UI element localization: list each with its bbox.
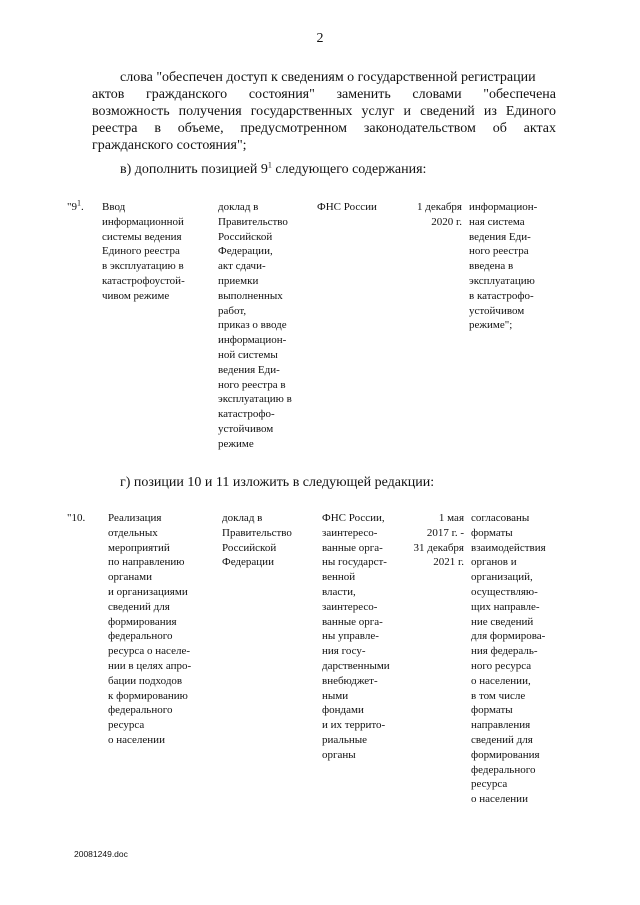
cell-line: ресурса xyxy=(471,778,508,791)
row-number-sup: 1 xyxy=(77,198,81,208)
heading-v-sup: 1 xyxy=(267,160,272,170)
cell-line: осуществляю- xyxy=(471,585,538,598)
cell-line: органов и xyxy=(471,556,517,569)
cell-line: введена в xyxy=(469,260,514,273)
cell-line: устойчивом xyxy=(469,304,525,317)
cell-line: в том числе xyxy=(471,689,526,702)
cell-line: органы xyxy=(322,748,356,761)
cell-line: органами xyxy=(108,571,153,584)
cell-line: форматы xyxy=(471,704,513,717)
cell-line: 31 декабря xyxy=(413,541,464,554)
deadline-cell xyxy=(398,200,462,230)
result-cell xyxy=(469,200,537,333)
intro-line: реестра в объеме, предусмотренном законодательством об актах xyxy=(92,121,556,136)
cell-line: в эксплуатацию в xyxy=(102,260,184,273)
cell-line: катастрофо- xyxy=(218,408,275,421)
measure-cell xyxy=(102,200,185,304)
cell-line: 1 мая xyxy=(438,512,464,524)
heading-v-text: в) дополнить позицией 9 xyxy=(120,162,268,177)
cell-line: Федерации, xyxy=(218,245,273,258)
cell-line: системы ведения xyxy=(102,230,182,243)
cell-line: ние сведений xyxy=(471,615,534,628)
responsible-cell xyxy=(322,511,390,763)
cell-line: власти, xyxy=(322,585,356,598)
cell-line: режиме"; xyxy=(469,319,513,332)
cell-line: эксплуатацию xyxy=(469,274,535,287)
cell-line: ного реестра xyxy=(469,245,529,258)
document-cell xyxy=(218,200,292,452)
cell-line: нии в целях апро- xyxy=(108,659,192,672)
cell-line: щих направле- xyxy=(471,600,540,613)
cell-line: выполненных xyxy=(218,289,283,302)
cell-line: и организациями xyxy=(108,585,188,598)
cell-line: Реализация xyxy=(108,512,162,524)
cell-line: доклад в xyxy=(218,201,259,213)
cell-line: ресурса о населе- xyxy=(108,645,190,658)
cell-line: информационной xyxy=(102,215,184,228)
cell-line: ного реестра в xyxy=(218,378,286,391)
cell-line: формирования xyxy=(108,615,177,628)
cell-line: ны государст- xyxy=(322,556,387,569)
heading-v xyxy=(120,162,426,178)
intro-line: гражданского состояния"; xyxy=(92,138,247,153)
cell-line: ФНС России xyxy=(317,201,377,213)
cell-line: федерального xyxy=(471,763,536,776)
intro-line: возможность получения государственных услуг и сведений из Единого xyxy=(92,104,556,119)
cell-line: сведений для xyxy=(108,600,170,613)
cell-line: эксплуатацию в xyxy=(218,393,292,406)
page-number: 2 xyxy=(316,31,324,46)
deadline-cell xyxy=(400,511,464,570)
cell-line: ны управле- xyxy=(322,630,379,643)
cell-line: в катастрофо- xyxy=(469,289,534,302)
cell-line: Ввод xyxy=(102,201,126,213)
responsible-cell xyxy=(317,200,377,215)
cell-line: бации подходов xyxy=(108,674,183,687)
cell-line: ния госу- xyxy=(322,645,366,658)
cell-line: заинтересо- xyxy=(322,600,378,613)
cell-line: ванные орга- xyxy=(322,541,383,554)
cell-line: Правительство xyxy=(218,215,288,228)
cell-line: акт сдачи- xyxy=(218,260,266,273)
cell-line: форматы xyxy=(471,526,513,539)
document-cell xyxy=(222,511,292,570)
row-number-text: "9 xyxy=(67,201,77,213)
cell-line: дарственными xyxy=(322,659,390,672)
intro-line: слова "обеспечен доступ к сведениям о государственной регистрации xyxy=(120,70,536,85)
cell-line: по направлению xyxy=(108,556,185,569)
cell-line: к формированию xyxy=(108,689,188,702)
cell-line: о населении xyxy=(471,793,528,806)
row-number xyxy=(67,511,85,526)
cell-line: сведений для xyxy=(471,733,533,746)
cell-line: и их террито- xyxy=(322,719,386,732)
cell-line: Федерации xyxy=(222,556,274,569)
cell-line: о населении, xyxy=(471,674,531,687)
intro-line: актов гражданского состояния" заменить словами "обеспечена xyxy=(92,87,556,102)
cell-line: фондами xyxy=(322,704,364,717)
cell-line: катастрофоустой- xyxy=(102,274,185,287)
heading-g: г) позиции 10 и 11 изложить в следующей редакции: xyxy=(120,475,435,490)
cell-line: приказ о вводе xyxy=(218,319,287,332)
cell-line: информацион- xyxy=(469,201,538,213)
cell-line: венной xyxy=(322,571,356,584)
cell-line: 2017 г. - xyxy=(426,526,464,539)
row-number-tail: . xyxy=(81,201,84,213)
intro-paragraph xyxy=(92,69,556,154)
cell-line: Российской xyxy=(222,541,277,554)
row-number-text: "10. xyxy=(67,512,86,524)
heading-v-tail: следующего содержания: xyxy=(271,162,427,177)
cell-line: отдельных xyxy=(108,526,158,539)
cell-line: внебюджет- xyxy=(322,674,378,687)
cell-line: направления xyxy=(471,719,531,732)
row-number xyxy=(67,200,84,215)
cell-line: ного ресурса xyxy=(471,659,532,672)
cell-line: мероприятий xyxy=(108,541,170,554)
cell-line: заинтересо- xyxy=(322,526,378,539)
cell-line: для формирова- xyxy=(471,630,546,643)
cell-line: Российской xyxy=(218,230,273,243)
cell-line: взаимодействия xyxy=(471,541,546,554)
cell-line: ния федераль- xyxy=(471,645,538,658)
cell-line: ресурса xyxy=(108,719,145,732)
cell-line: работ, xyxy=(218,304,247,317)
cell-line: согласованы xyxy=(471,512,530,524)
cell-line: ванные орга- xyxy=(322,615,383,628)
cell-line: Правительство xyxy=(222,526,292,539)
file-name-footer: 20081249.doc xyxy=(74,849,128,859)
cell-line: 1 декабря xyxy=(417,201,462,213)
measure-cell xyxy=(108,511,191,748)
cell-line: федерального xyxy=(108,704,173,717)
result-cell xyxy=(471,511,546,807)
cell-line: о населении xyxy=(108,733,165,746)
cell-line: ведения Еди- xyxy=(469,230,531,243)
cell-line: приемки xyxy=(218,274,259,287)
cell-line: 2020 г. xyxy=(431,215,462,228)
cell-line: организаций, xyxy=(471,571,533,584)
cell-line: режиме xyxy=(218,437,254,450)
cell-line: 2021 г. xyxy=(433,556,464,569)
cell-line: ной системы xyxy=(218,348,278,361)
cell-line: ведения Еди- xyxy=(218,363,280,376)
cell-line: Единого реестра xyxy=(102,245,180,258)
cell-line: доклад в xyxy=(222,512,263,524)
cell-line: ФНС России, xyxy=(322,512,385,524)
cell-line: ная система xyxy=(469,215,525,228)
cell-line: формирования xyxy=(471,748,540,761)
cell-line: чивом режиме xyxy=(102,289,170,302)
cell-line: риальные xyxy=(322,733,368,746)
cell-line: устойчивом xyxy=(218,422,274,435)
cell-line: федерального xyxy=(108,630,173,643)
cell-line: ными xyxy=(322,689,349,702)
cell-line: информацион- xyxy=(218,334,287,347)
